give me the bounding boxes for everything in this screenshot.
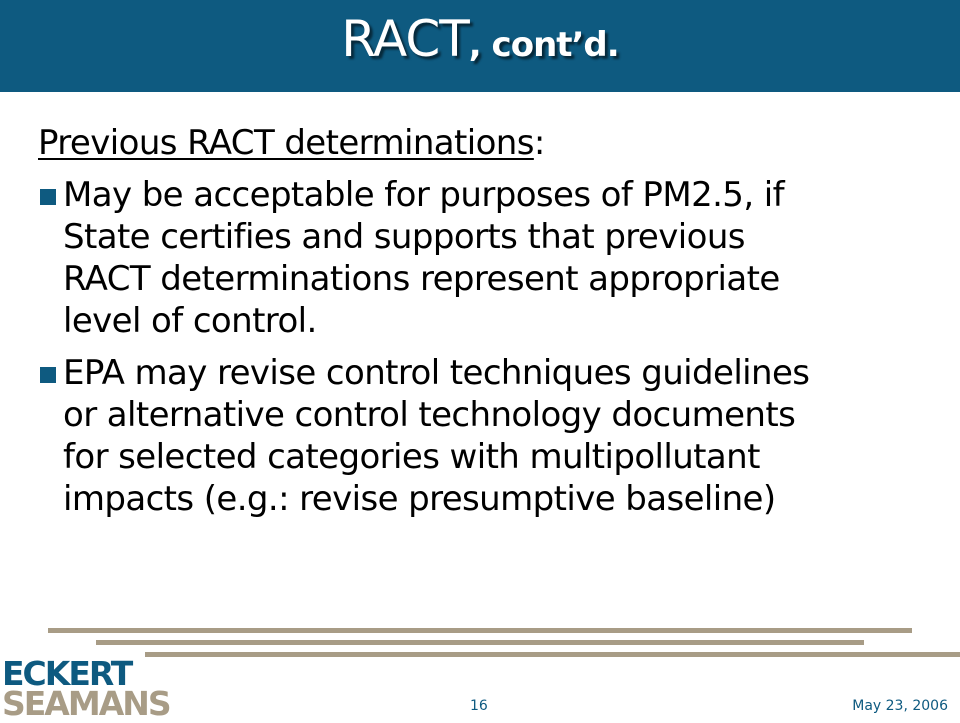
page-number: 16 — [470, 698, 488, 714]
bullet-line: impacts (e.g.: revise presumptive baseline) — [63, 479, 776, 519]
logo-word-seamans: SEAMANS — [2, 684, 170, 723]
company-logo — [2, 654, 170, 723]
title-sub: , cont’d. — [468, 25, 619, 65]
square-bullet-icon — [40, 189, 56, 205]
bullet-line: RACT determinations represent appropriate — [63, 259, 780, 299]
bullet-item-2 — [38, 352, 938, 520]
heading-colon: : — [533, 123, 545, 163]
section-heading — [38, 122, 938, 164]
bullet-line: or alternative control technology documents — [63, 395, 796, 435]
bullet-line: level of control. — [63, 301, 317, 341]
footer-rule-lower — [145, 652, 960, 657]
bullet-line: May be acceptable for purposes of PM2.5, if — [63, 175, 784, 215]
bullet-item-1 — [38, 174, 938, 342]
slide-content — [38, 122, 938, 530]
bullet-line: for selected categories with multipollutant — [63, 437, 760, 477]
heading-underlined-text: Previous RACT determinations — [38, 123, 534, 163]
logo-word-eckert: ECKERT — [2, 654, 132, 693]
bullet-line: EPA may revise control techniques guidelines — [63, 353, 810, 393]
title-main: RACT — [341, 10, 469, 68]
square-bullet-icon — [40, 367, 56, 383]
footer-date: May 23, 2006 — [852, 698, 948, 714]
slide-title — [0, 10, 960, 68]
footer-rule-middle — [96, 640, 864, 645]
footer-rule-upper — [48, 628, 912, 633]
bullet-line: State certifies and supports that previous — [63, 217, 745, 257]
